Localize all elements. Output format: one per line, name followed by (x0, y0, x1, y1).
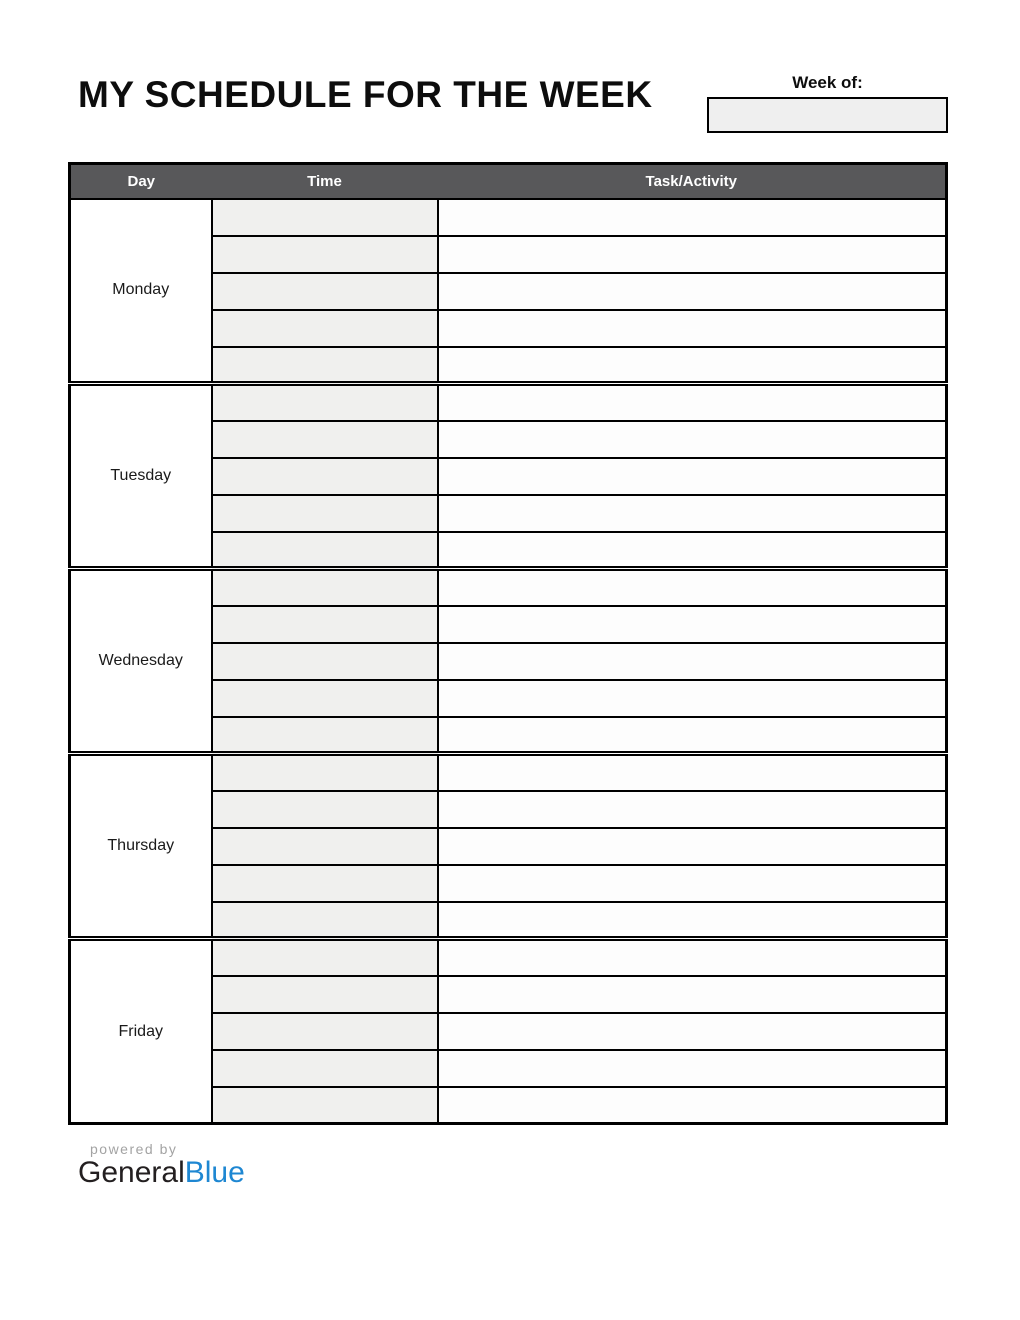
time-input-cell[interactable] (212, 236, 438, 273)
task-input-cell[interactable] (438, 495, 947, 532)
schedule-row-thursday-1 (70, 754, 947, 791)
time-input-cell[interactable] (212, 384, 438, 421)
schedule-row-tuesday-1 (70, 384, 947, 421)
time-input-cell[interactable] (212, 976, 438, 1013)
time-input-cell[interactable] (212, 1013, 438, 1050)
task-input-cell[interactable] (438, 717, 947, 754)
task-input-cell[interactable] (438, 1013, 947, 1050)
schedule-row-monday-1 (70, 199, 947, 236)
time-input-cell[interactable] (212, 828, 438, 865)
time-input-cell[interactable] (212, 754, 438, 791)
task-input-cell[interactable] (438, 865, 947, 902)
task-input-cell[interactable] (438, 902, 947, 939)
task-input-cell[interactable] (438, 828, 947, 865)
task-input-cell[interactable] (438, 1087, 947, 1124)
column-header-task-activity: Task/Activity (438, 164, 947, 199)
time-input-cell[interactable] (212, 939, 438, 976)
task-input-cell[interactable] (438, 458, 947, 495)
task-input-cell[interactable] (438, 199, 947, 236)
day-cell-tuesday: Tuesday (70, 384, 212, 569)
week-of-input[interactable] (707, 97, 948, 133)
schedule-row-wednesday-1 (70, 569, 947, 606)
schedule-row-friday-1 (70, 939, 947, 976)
task-input-cell[interactable] (438, 569, 947, 606)
time-input-cell[interactable] (212, 347, 438, 384)
day-cell-friday: Friday (70, 939, 212, 1124)
time-input-cell[interactable] (212, 532, 438, 569)
task-input-cell[interactable] (438, 310, 947, 347)
time-input-cell[interactable] (212, 606, 438, 643)
brand-text-general: General (78, 1156, 185, 1189)
time-input-cell[interactable] (212, 273, 438, 310)
day-cell-wednesday: Wednesday (70, 569, 212, 754)
day-cell-monday: Monday (70, 199, 212, 384)
task-input-cell[interactable] (438, 976, 947, 1013)
time-input-cell[interactable] (212, 680, 438, 717)
page-title: MY SCHEDULE FOR THE WEEK (78, 74, 653, 115)
time-input-cell[interactable] (212, 199, 438, 236)
task-input-cell[interactable] (438, 273, 947, 310)
column-header-time: Time (212, 164, 438, 199)
time-input-cell[interactable] (212, 865, 438, 902)
task-input-cell[interactable] (438, 384, 947, 421)
task-input-cell[interactable] (438, 754, 947, 791)
task-input-cell[interactable] (438, 791, 947, 828)
time-input-cell[interactable] (212, 458, 438, 495)
task-input-cell[interactable] (438, 532, 947, 569)
task-input-cell[interactable] (438, 643, 947, 680)
day-cell-thursday: Thursday (70, 754, 212, 939)
time-input-cell[interactable] (212, 421, 438, 458)
task-input-cell[interactable] (438, 347, 947, 384)
brand-text-blue: Blue (184, 1156, 245, 1189)
task-input-cell[interactable] (438, 606, 947, 643)
time-input-cell[interactable] (212, 1087, 438, 1124)
table-header-row (70, 164, 947, 199)
task-input-cell[interactable] (438, 939, 947, 976)
time-input-cell[interactable] (212, 310, 438, 347)
time-input-cell[interactable] (212, 1050, 438, 1087)
task-input-cell[interactable] (438, 680, 947, 717)
task-input-cell[interactable] (438, 1050, 947, 1087)
week-of-label: Week of: (792, 73, 863, 92)
task-input-cell[interactable] (438, 421, 947, 458)
time-input-cell[interactable] (212, 569, 438, 606)
time-input-cell[interactable] (212, 791, 438, 828)
column-header-day: Day (70, 164, 212, 199)
time-input-cell[interactable] (212, 717, 438, 754)
generalblue-brand-link[interactable] (78, 1156, 245, 1190)
time-input-cell[interactable] (212, 495, 438, 532)
time-input-cell[interactable] (212, 643, 438, 680)
powered-by-text: powered by (90, 1141, 178, 1157)
task-input-cell[interactable] (438, 236, 947, 273)
weekly-schedule-table (68, 162, 948, 1125)
time-input-cell[interactable] (212, 902, 438, 939)
